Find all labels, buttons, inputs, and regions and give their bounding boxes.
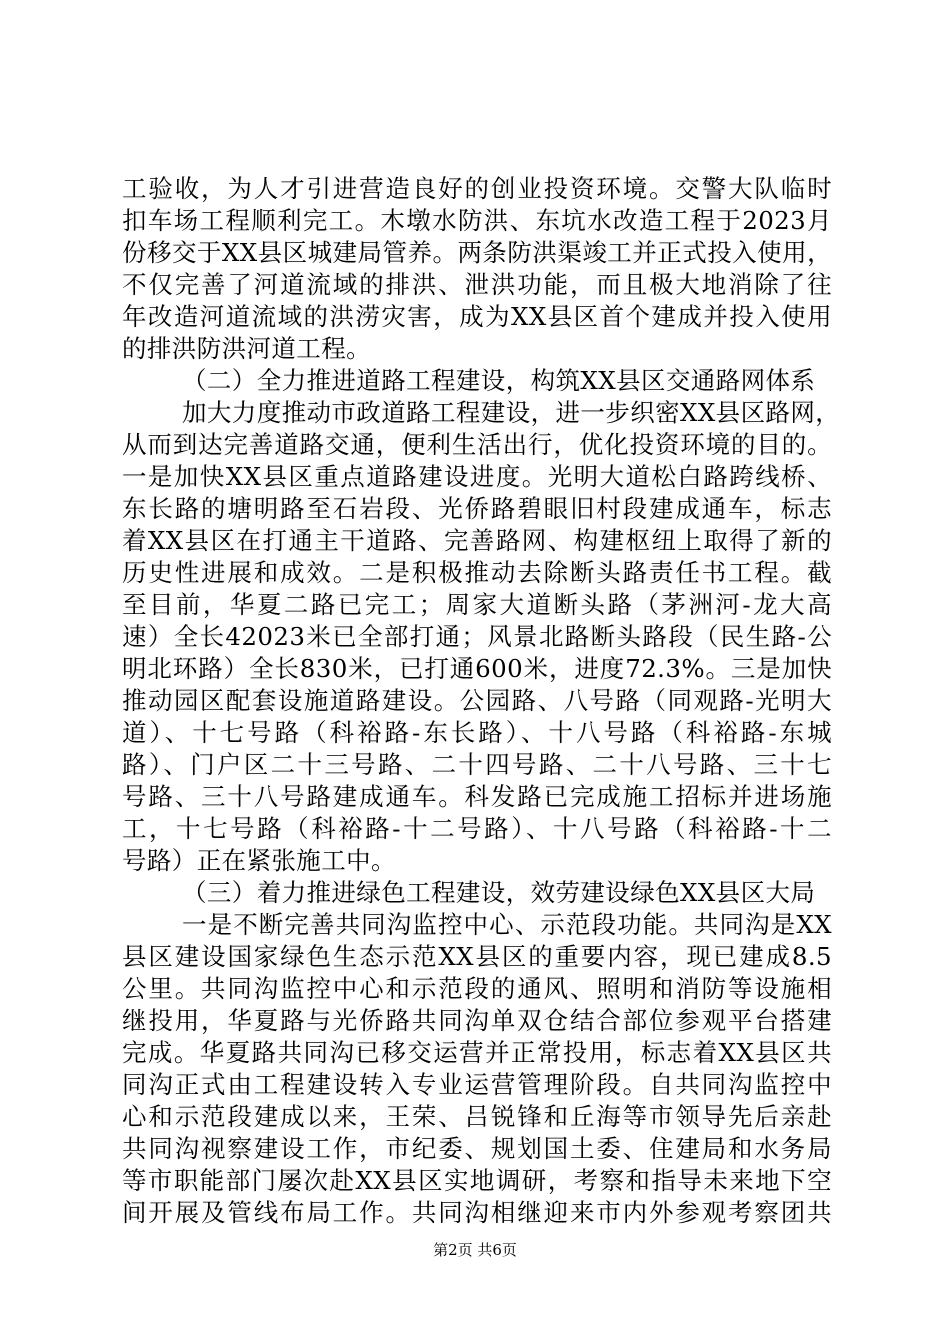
text-line: 扣车场工程顺利完工。木墩水防洪、东坑水改造工程于2023月 xyxy=(122,206,832,235)
text-line: 份移交于XX县区城建局管养。两条防洪渠竣工并正式投入使用， xyxy=(122,238,832,267)
text-line: 心和示范段建成以来，王荣、吕锐锋和丘海等市领导先后亲赴 xyxy=(122,1102,832,1131)
text-line: 一是不断完善共同沟监控中心、示范段功能。共同沟是XX xyxy=(182,910,832,939)
text-line: 路）、门户区二十三号路、二十四号路、二十八号路、三十七 xyxy=(122,750,832,779)
text-line: 推动园区配套设施道路建设。公园路、八号路（同观路-光明大 xyxy=(122,686,832,715)
page-number: 第2页 共6页 xyxy=(433,1241,517,1259)
text-line: 工验收，为人才引进营造良好的创业投资环境。交警大队临时 xyxy=(122,174,832,203)
page-footer xyxy=(0,1240,950,1260)
section-heading: （三）着力推进绿色工程建设，效劳建设绿色XX县区大局 xyxy=(182,878,816,907)
text-line: 明北环路）全长830米，已打通600米，进度72.3%。三是加快 xyxy=(122,654,832,683)
text-line: 的排洪防洪河道工程。 xyxy=(122,334,371,363)
section-heading: （二）全力推进道路工程建设，构筑XX县区交通路网体系 xyxy=(182,366,816,395)
text-line: 东长路的塘明路至石岩段、光侨路碧眼旧村段建成通车，标志 xyxy=(122,494,832,523)
text-line: 号路）正在紧张施工中。 xyxy=(122,846,396,875)
text-line: 公里。共同沟监控中心和示范段的通风、照明和消防等设施相 xyxy=(122,974,832,1003)
text-line: 至目前，华夏二路已完工；周家大道断头路（茅洲河-龙大高 xyxy=(122,590,832,619)
text-line: 从而到达完善道路交通，便利生活出行，优化投资环境的目的。 xyxy=(122,430,832,459)
text-line: 县区建设国家绿色生态示范XX县区的重要内容，现已建成8.5 xyxy=(122,942,832,971)
text-line: 工，十七号路（科裕路-十二号路）、十八号路（科裕路-十二 xyxy=(122,814,832,843)
document-body xyxy=(122,173,841,1229)
text-line: 道）、十七号路（科裕路-东长路）、十八号路（科裕路-东城 xyxy=(122,718,832,747)
text-line: 继投用，华夏路与光侨路共同沟单双仓结合部位参观平台搭建 xyxy=(122,1006,832,1035)
text-line: 不仅完善了河道流域的排洪、泄洪功能，而且极大地消除了往 xyxy=(122,270,832,299)
text-line: 一是加快XX县区重点道路建设进度。光明大道松白路跨线桥、 xyxy=(122,462,832,491)
text-line: 号路、三十八号路建成通车。科发路已完成施工招标并进场施 xyxy=(122,782,832,811)
text-line: 历史性进展和成效。二是积极推动去除断头路责任书工程。截 xyxy=(122,558,832,587)
text-line: 完成。华夏路共同沟已移交运营并正常投用，标志着XX县区共 xyxy=(122,1038,832,1067)
text-line: 同沟正式由工程建设转入专业运营管理阶段。自共同沟监控中 xyxy=(122,1070,832,1099)
text-line: 速）全长42023米已全部打通；风景北路断头路段（民生路-公 xyxy=(122,622,832,651)
text-line: 年改造河道流域的洪涝灾害，成为XX县区首个建成并投入使用 xyxy=(122,302,832,331)
text-line: 等市职能部门屡次赴XX县区实地调研，考察和指导未来地下空 xyxy=(122,1166,832,1195)
text-line: 共同沟视察建设工作，市纪委、规划国土委、住建局和水务局 xyxy=(122,1134,832,1163)
text-line: 着XX县区在打通主干道路、完善路网、构建枢纽上取得了新的 xyxy=(122,526,832,555)
text-line: 加大力度推动市政道路工程建设，进一步织密XX县区路网， xyxy=(182,398,841,427)
text-line: 间开展及管线布局工作。共同沟相继迎来市内外参观考察团共 xyxy=(122,1198,832,1227)
